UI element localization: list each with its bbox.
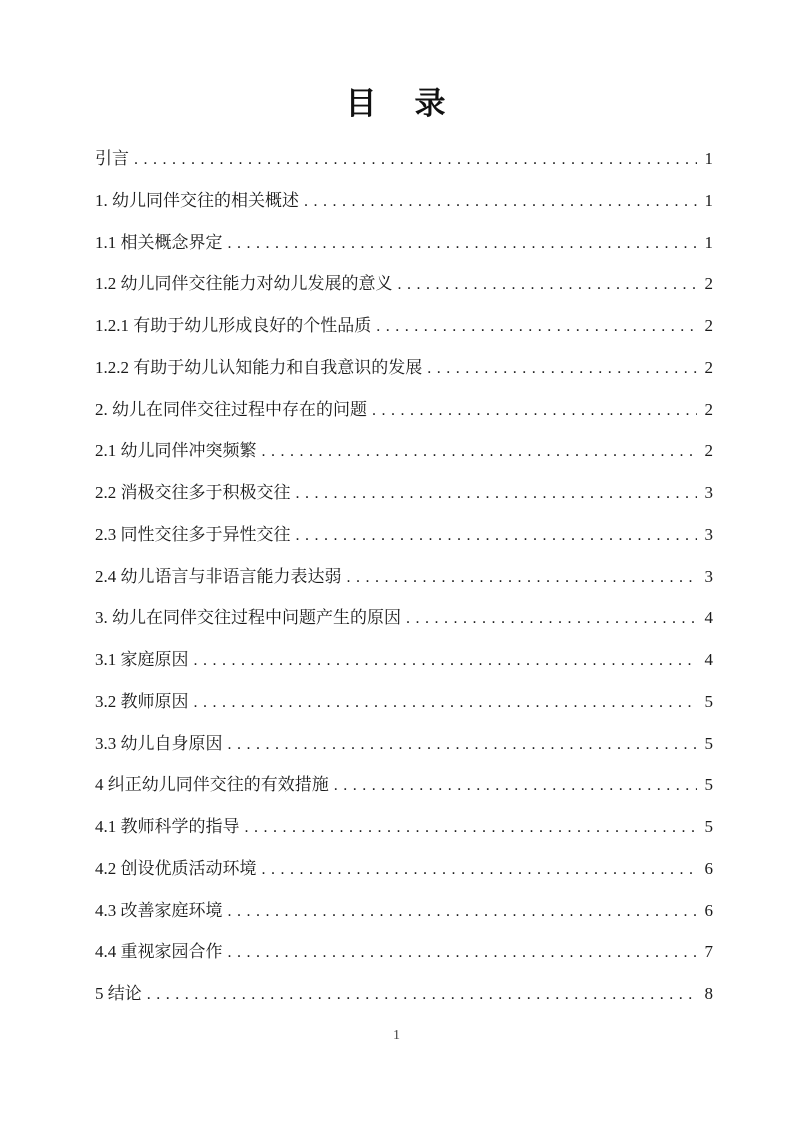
- toc-leader-dots: [296, 514, 698, 557]
- toc-leader-dots: [147, 973, 697, 1016]
- toc-entry[interactable]: [95, 514, 713, 556]
- toc-entry-label: 3.1 家庭原因: [95, 650, 189, 669]
- toc-entry-page: 2: [704, 274, 713, 294]
- toc-entry[interactable]: [95, 723, 713, 765]
- toc-entry-page: 3: [704, 524, 713, 544]
- toc-entry-label: 5 结论: [95, 984, 142, 1003]
- toc-entry-label: 4.4 重视家园合作: [95, 942, 223, 962]
- toc-leader-dots: [245, 806, 698, 849]
- toc-leader-dots: [262, 848, 698, 891]
- toc-entry-label: 2. 幼儿在同伴交往过程中存在的问题: [95, 399, 367, 419]
- footer-page-number: 1: [393, 1028, 400, 1043]
- toc-entry-label: 4.1 教师科学的指导: [95, 817, 240, 836]
- toc-entry-page: 4: [704, 608, 713, 628]
- toc-leader-dots: [228, 931, 698, 974]
- toc-entry[interactable]: [95, 347, 713, 389]
- toc-entry-label: 3.2 教师原因: [95, 691, 189, 711]
- toc-entry[interactable]: [95, 764, 713, 806]
- toc-entry-page: 5: [704, 733, 713, 753]
- toc-leader-dots: [427, 347, 697, 390]
- toc-leader-dots: [228, 222, 698, 265]
- toc-entry-label: 2.2 消极交往多于积极交往: [95, 483, 291, 502]
- toc-entry[interactable]: [95, 639, 713, 681]
- toc-entry[interactable]: [95, 472, 713, 514]
- toc-leader-dots: [334, 764, 697, 807]
- toc-entry-page: 2: [704, 441, 713, 461]
- toc-entry[interactable]: [95, 806, 713, 848]
- toc-entry-label: 2.4 幼儿语言与非语言能力表达弱: [95, 566, 342, 586]
- toc-leader-dots: [347, 556, 698, 599]
- toc-entry-page: 5: [704, 817, 713, 836]
- toc-entry[interactable]: [95, 180, 713, 222]
- toc-entry-label: 4.2 创设优质活动环境: [95, 858, 257, 878]
- toc-entry-page: 6: [704, 900, 713, 920]
- toc-leader-dots: [406, 597, 697, 640]
- toc-entry-page: 5: [704, 775, 713, 795]
- toc-entry[interactable]: [95, 973, 713, 1015]
- toc-entry-page: 8: [704, 984, 713, 1003]
- toc-entry[interactable]: [95, 263, 713, 305]
- toc-entry-page: 2: [704, 357, 713, 377]
- toc-entry[interactable]: [95, 430, 713, 472]
- toc-leader-dots: [376, 305, 697, 348]
- toc-entry-page: 2: [704, 399, 713, 419]
- toc-entry-page: 3: [704, 566, 713, 586]
- toc-entry-page: 3: [704, 483, 713, 502]
- toc-leader-dots: [296, 472, 698, 515]
- toc-leader-dots: [228, 890, 698, 933]
- toc-entry-page: 2: [704, 316, 713, 335]
- toc-entry-page: 5: [704, 691, 713, 711]
- toc-entry[interactable]: [95, 597, 713, 639]
- toc-entry-label: 4 纠正幼儿同伴交往的有效措施: [95, 775, 329, 795]
- toc-entry-page: 6: [704, 858, 713, 878]
- toc-leader-dots: [398, 263, 698, 306]
- toc-entry-page: 4: [704, 650, 713, 669]
- toc-entry[interactable]: [95, 556, 713, 598]
- toc-leader-dots: [228, 723, 698, 766]
- toc-leader-dots: [304, 180, 697, 223]
- toc-entry-label: 4.3 改善家庭环境: [95, 900, 223, 920]
- toc-entry-page: 7: [704, 942, 713, 962]
- toc-entry-label: 1.2.1 有助于幼儿形成良好的个性品质: [95, 316, 372, 335]
- toc-list: [95, 138, 713, 1015]
- toc-entry[interactable]: [95, 305, 713, 347]
- toc-entry-label: 1.2.2 有助于幼儿认知能力和自我意识的发展: [95, 357, 423, 377]
- toc-entry-label: 1.2 幼儿同伴交往能力对幼儿发展的意义: [95, 274, 393, 294]
- toc-entry[interactable]: [95, 389, 713, 431]
- toc-entry[interactable]: [95, 138, 713, 180]
- toc-entry[interactable]: [95, 681, 713, 723]
- toc-entry[interactable]: [95, 848, 713, 890]
- toc-entry-label: 1. 幼儿同伴交往的相关概述: [95, 190, 299, 210]
- toc-entry-label: 1.1 相关概念界定: [95, 232, 223, 252]
- toc-leader-dots: [372, 389, 697, 432]
- toc-leader-dots: [262, 430, 698, 473]
- toc-entry[interactable]: [95, 931, 713, 973]
- toc-entry[interactable]: [95, 890, 713, 932]
- toc-leader-dots: [194, 681, 698, 724]
- toc-entry-page: 1: [704, 190, 713, 210]
- toc-entry-label: 3.3 幼儿自身原因: [95, 733, 223, 753]
- toc-entry-label: 2.3 同性交往多于异性交往: [95, 524, 291, 544]
- toc-leader-dots: [134, 138, 697, 181]
- toc-title: 目 录: [345, 86, 448, 121]
- toc-leader-dots: [194, 639, 698, 682]
- toc-entry-label: 2.1 幼儿同伴冲突频繁: [95, 441, 257, 461]
- toc-entry[interactable]: [95, 222, 713, 264]
- toc-entry-label: 3. 幼儿在同伴交往过程中问题产生的原因: [95, 608, 401, 628]
- toc-entry-label: 引言: [95, 149, 129, 168]
- toc-entry-page: 1: [704, 149, 713, 168]
- toc-entry-page: 1: [704, 232, 713, 252]
